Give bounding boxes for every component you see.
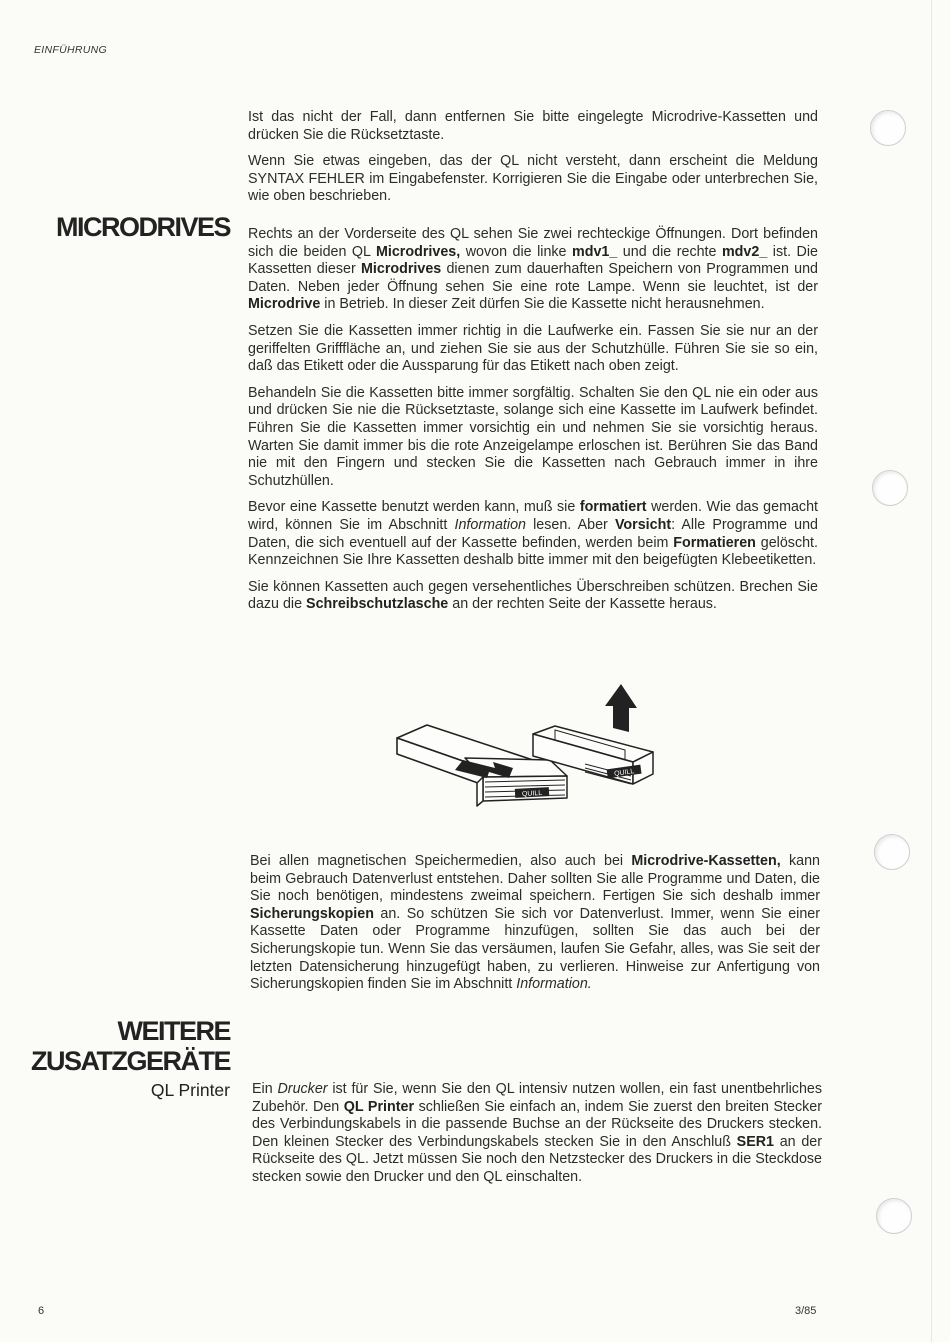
bold-term: Microdrives [360, 261, 442, 278]
microdrives-paragraph-2: Setzen Sie die Kassetten immer richtig in die Laufwerke ein. Fassen Sie sie nur an der geriffelten Grifffläche an, und ziehen Sie sie aus der Schutzhülle. Führen Sie sie so ein, daß das Etikett oder die Aussparung für das Etikett nach oben zeigt. [248, 322, 818, 375]
bold-term: QL Printer [343, 1098, 415, 1115]
binder-hole [876, 1198, 912, 1234]
binder-hole [874, 834, 910, 870]
binder-hole [872, 470, 908, 506]
bold-term: Formatieren [673, 534, 756, 551]
cartridge-illustration [385, 680, 685, 830]
page-edge [931, 0, 932, 1342]
microdrives-paragraph-6: Bei allen magnetischen Speichermedien, also auch bei Microdrive-Kassetten, kann beim Gebrauch Datenverlust entstehen. Daher sollten Sie alle Programme und Daten, die Sie noch benötigen, mindestens zweimal speichern. Fertigen Sie sich deshalb immer Sicherungskopien an. So schützen Sie sich vor Datenverlust. Immer, wenn Sie einer Kassette Daten oder Programme hinzufügen, sollten Sie das auch bei der Sicherungskopie tun. Wenn Sie das versäumen, laufen Sie Gefahr, alles, was Sie seit der letzten Datensicherung hinzugefügt haben, zu verlieren. Hinweise zur Anfertigung von Sicherungskopien finden Sie im Abschnitt Information. [250, 853, 820, 993]
bold-term: Microdrive [248, 296, 321, 313]
bold-term: SER1 [736, 1133, 775, 1150]
bold-term: Vorsicht [614, 516, 672, 533]
zusatz-heading-line-1: WEITERE [117, 1016, 230, 1046]
bold-term: Microdrive-Kassetten, [631, 853, 781, 869]
footer-date: 3/85 [795, 1305, 817, 1317]
binder-hole [870, 110, 906, 146]
microdrives-heading: MICRODRIVES [55, 212, 230, 242]
illustration-label-left: QUILL [521, 789, 543, 799]
italic-term: Drucker [277, 1081, 328, 1097]
microdrives-paragraph-4: Bevor eine Kassette benutzt werden kann, muß sie formatiert werden. Wie das gemacht wird, können Sie im Abschnitt Information lesen. Aber Vorsicht: Alle Programme und Daten, die sich eventuell auf der Kassette befinden, werden beim Formatieren gelöscht. Kennzeichnen Sie Ihre Kassetten deshalb bitte immer mit den beigefügten Klebeetiketten. [248, 499, 819, 569]
bold-term: mdv2_ [721, 243, 768, 260]
microdrives-paragraph-3: Behandeln Sie die Kassetten bitte immer sorgfältig. Schalten Sie den QL nie ein oder aus und drücken Sie nie die Rücksetztaste, solange sich eine Kassette im Laufwerk befindet. Führen Sie die Kassetten immer vorsichtig ein und nehmen Sie sie vorsichtig heraus. Warten Sie damit immer bis die rote Anzeigelampe erloschen ist. Berühren Sie das Band nie mit den Fingern und stecken Sie die Kassetten nach Gebrauch immer in ihre Schutzhüllen. [248, 384, 818, 489]
intro-block [248, 109, 818, 215]
section-label: EINFÜHRUNG [34, 44, 107, 56]
bold-term: Schreibschutzlasche [306, 596, 449, 613]
remove-arrow-icon [605, 684, 637, 732]
printer-block [252, 1081, 822, 1196]
bold-term: Microdrives, [375, 243, 461, 260]
ql-printer-subheading: QL Printer [150, 1080, 230, 1100]
intro-paragraph-1: Ist das nicht der Fall, dann entfernen Sie bitte eingelegte Microdrive-Kassetten und drücken Sie die Rücksetztaste. [248, 109, 818, 143]
bold-term: Sicherungskopien [250, 905, 374, 922]
italic-term: Information [454, 516, 526, 533]
page-number: 6 [38, 1305, 45, 1317]
illustration-label-right: QUILL [613, 768, 635, 778]
microdrives-block [248, 226, 818, 623]
bold-term: mdv1_ [572, 243, 618, 260]
microdrives-paragraph-5: Sie können Kassetten auch gegen versehentliches Überschreiben schützen. Brechen Sie dazu die Schreibschutzlasche an der rechten Seite der Kassette heraus. [248, 578, 818, 613]
intro-paragraph-2: Wenn Sie etwas eingeben, das der QL nicht versteht, dann erscheint die Meldung SYNTAX FEHLER im Eingabefenster. Korrigieren Sie die Eingabe oder unterbrechen Sie, wie oben beschrieben. [248, 153, 818, 205]
zusatz-heading-line-2: ZUSATZGERÄTE [31, 1046, 230, 1076]
printer-paragraph: Ein Drucker ist für Sie, wenn Sie den QL intensiv nutzen wollen, ein fast unentbehrliches Zubehör. Den QL Printer schließen Sie einfach an, indem Sie zuerst den breiten Stecker des Verbindungskabels in die passende Buchse an der Rückseite des Druckers stecken. Den kleinen Stecker des Verbindungskabels stecken Sie in den Anschluß SER1 an der Rückseite des QL. Jetzt müssen Sie noch den Netzstecker des Druckers in die Steckdose stecken sowie den Drucker und den QL einschalten. [252, 1081, 822, 1185]
microdrives-paragraph-1: Rechts an der Vorderseite des QL sehen Sie zwei rechteckige Öffnungen. Dort befinden sich die beiden QL Microdrives, wovon die linke mdv1_ und die rechte mdv2_ ist. Die Kassetten dieser Microdrives dienen zum dauerhaften Speichern von Programmen und Daten. Neben jeder Öffnung sehen Sie eine rote Lampe. Wenn sie leuchtet, ist der Microdrive in Betrieb. In dieser Zeit dürfen Sie die Kassette nicht herausnehmen. [248, 226, 819, 313]
bold-term: formatiert [579, 499, 647, 516]
italic-term: Information. [516, 976, 592, 993]
backup-block [250, 853, 820, 1003]
